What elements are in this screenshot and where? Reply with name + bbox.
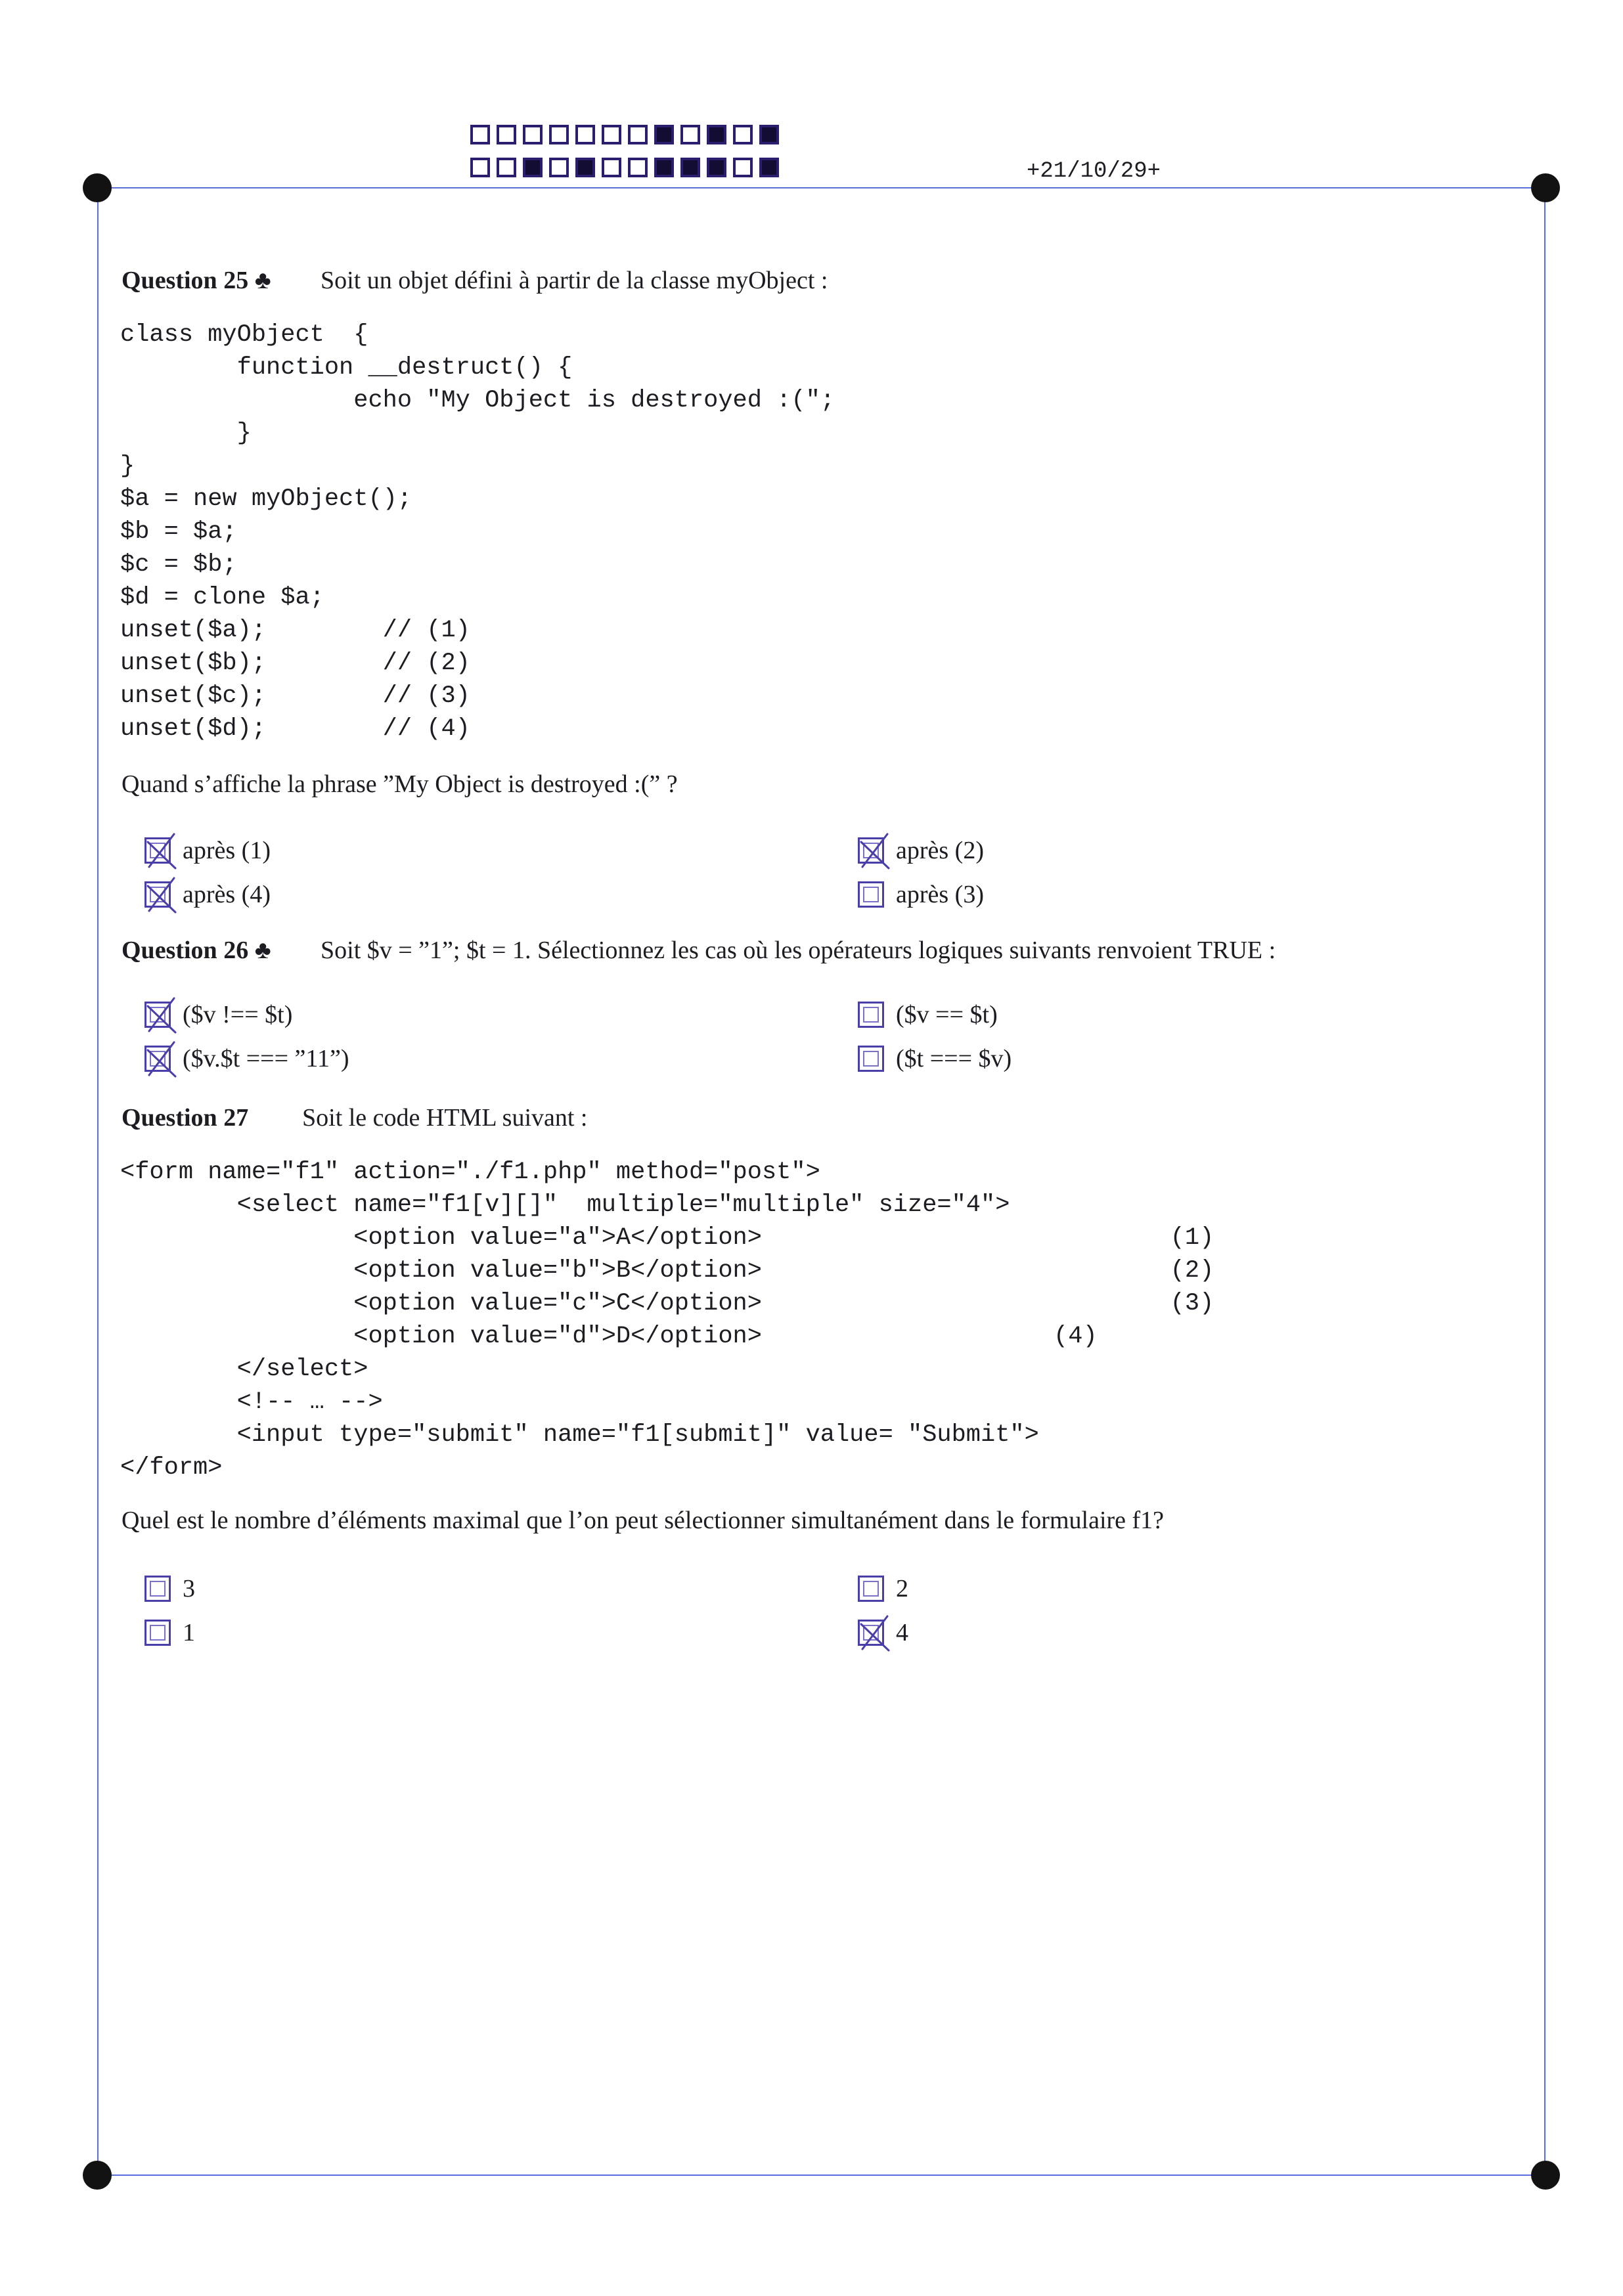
exam-id: +21/10/29+ bbox=[1027, 159, 1161, 184]
q25-option-1[interactable] bbox=[145, 836, 271, 865]
q25-label: Question 25 bbox=[122, 267, 249, 294]
q27-question: Quel est le nombre d’éléments maximal que l’on peut sélectionner simultanément dans le formulaire f1? bbox=[122, 1507, 1165, 1534]
barcode-cell-filled bbox=[759, 158, 779, 177]
checkbox-checked[interactable] bbox=[858, 1620, 884, 1646]
cross-mark-icon bbox=[143, 1041, 179, 1080]
cross-mark-icon bbox=[856, 1615, 893, 1654]
q27-label: Question 27 bbox=[122, 1104, 249, 1132]
q27-option-1[interactable] bbox=[145, 1574, 195, 1603]
checkbox[interactable] bbox=[145, 1576, 171, 1602]
checkbox[interactable] bbox=[858, 1002, 884, 1028]
barcode-cell-empty bbox=[549, 125, 569, 144]
corner-marker-top-right bbox=[1531, 173, 1560, 202]
barcode-cell-filled bbox=[575, 158, 595, 177]
q25-option-4[interactable] bbox=[858, 880, 984, 909]
barcode-cell-empty bbox=[470, 158, 490, 177]
barcode-cell-empty bbox=[628, 158, 648, 177]
barcode-cell-filled bbox=[523, 158, 543, 177]
q27-code: <form name="f1" action="./f1.php" method="post"> <select name="f1[v][]" multiple="multiple" size="4"> <option value="a">A</option> (1) <option value="b">B</option> (2) <option value="c">C</option> (3) <option value="d">D</option> (4) </select> <!-- … --> <input type="submit" name="f1[submit]" value= "Submit"> </form> bbox=[120, 1159, 1214, 1482]
q27-option-4[interactable] bbox=[858, 1618, 908, 1647]
q26-option-3[interactable] bbox=[145, 1044, 349, 1073]
barcode-cell-filled bbox=[759, 125, 779, 144]
barcode-cell-empty bbox=[497, 125, 516, 144]
barcode-cell-empty bbox=[549, 158, 569, 177]
q26-option-1[interactable] bbox=[145, 1000, 292, 1029]
barcode-cell-filled bbox=[654, 158, 674, 177]
option-label: 4 bbox=[896, 1619, 908, 1646]
barcode-cell-filled bbox=[707, 158, 726, 177]
option-label: après (1) bbox=[183, 837, 271, 864]
checkbox[interactable] bbox=[145, 1620, 171, 1646]
barcode-cell-empty bbox=[733, 125, 753, 144]
q25-option-2[interactable] bbox=[858, 836, 984, 865]
corner-marker-top-left bbox=[83, 173, 112, 202]
barcode-cell-empty bbox=[470, 125, 490, 144]
option-label: 1 bbox=[183, 1619, 195, 1646]
barcode-cell-empty bbox=[602, 125, 621, 144]
barcode-cell-empty bbox=[497, 158, 516, 177]
frame-left bbox=[97, 187, 99, 2176]
option-label: ($v !== $t) bbox=[183, 1001, 293, 1028]
frame-top bbox=[97, 187, 1545, 188]
checkbox-checked[interactable] bbox=[858, 837, 884, 864]
q26-statement: Soit $v = ”1”; $t = 1. Sélectionnez les cas où les opérateurs logiques suivants renvoient TRUE : bbox=[321, 937, 1276, 964]
barcode-cell-filled bbox=[680, 158, 700, 177]
barcode-row-1 bbox=[470, 125, 786, 144]
option-label: après (3) bbox=[896, 881, 984, 908]
club-icon: ♣ bbox=[254, 267, 271, 294]
cross-mark-icon bbox=[143, 997, 179, 1036]
checkbox[interactable] bbox=[858, 881, 884, 908]
cross-mark-icon bbox=[143, 877, 179, 916]
corner-marker-bottom-left bbox=[83, 2161, 112, 2190]
frame-right bbox=[1544, 187, 1545, 2176]
barcode-cell-empty bbox=[733, 158, 753, 177]
q25-header bbox=[122, 266, 828, 295]
barcode-cell-empty bbox=[523, 125, 543, 144]
option-label: ($t === $v) bbox=[896, 1045, 1012, 1072]
q27-statement: Soit le code HTML suivant : bbox=[302, 1104, 588, 1132]
corner-marker-bottom-right bbox=[1531, 2161, 1560, 2190]
q26-label: Question 26 bbox=[122, 937, 249, 964]
barcode-row-2 bbox=[470, 158, 786, 177]
barcode-cell-empty bbox=[575, 125, 595, 144]
checkbox-checked[interactable] bbox=[145, 881, 171, 908]
club-icon: ♣ bbox=[254, 937, 271, 964]
q26-header bbox=[122, 936, 1276, 965]
q25-code: class myObject { function __destruct() { echo "My Object is destroyed :("; } } $a = new myObject(); $b = $a; $c = $b; $d = clone $a; unset($a); // (1) unset($b); // (2) unset($c); // (3) unset($d); // (4) bbox=[120, 321, 835, 743]
barcode-cell-empty bbox=[628, 125, 648, 144]
frame-bottom bbox=[97, 2175, 1545, 2176]
barcode-cell-filled bbox=[707, 125, 726, 144]
option-label: ($v.$t === ”11”) bbox=[183, 1045, 349, 1072]
checkbox-checked[interactable] bbox=[145, 837, 171, 864]
q27-option-3[interactable] bbox=[145, 1618, 195, 1647]
q25-option-3[interactable] bbox=[145, 880, 271, 909]
barcode-cell-empty bbox=[602, 158, 621, 177]
q27-option-2[interactable] bbox=[858, 1574, 908, 1603]
cross-mark-icon bbox=[856, 833, 893, 872]
checkbox-checked[interactable] bbox=[145, 1046, 171, 1072]
q26-option-4[interactable] bbox=[858, 1044, 1012, 1073]
q25-statement: Soit un objet défini à partir de la classe myObject : bbox=[321, 267, 828, 294]
checkbox[interactable] bbox=[858, 1576, 884, 1602]
checkbox-checked[interactable] bbox=[145, 1002, 171, 1028]
option-label: après (2) bbox=[896, 837, 984, 864]
q26-option-2[interactable] bbox=[858, 1000, 998, 1029]
cross-mark-icon bbox=[143, 833, 179, 872]
q25-question: Quand s’affiche la phrase ”My Object is destroyed :(” ? bbox=[122, 770, 678, 798]
checkbox[interactable] bbox=[858, 1046, 884, 1072]
option-label: 3 bbox=[183, 1575, 195, 1602]
q27-header bbox=[122, 1103, 588, 1132]
option-label: après (4) bbox=[183, 881, 271, 908]
option-label: 2 bbox=[896, 1575, 908, 1602]
barcode-cell-empty bbox=[680, 125, 700, 144]
option-label: ($v == $t) bbox=[896, 1001, 998, 1028]
barcode-cell-filled bbox=[654, 125, 674, 144]
